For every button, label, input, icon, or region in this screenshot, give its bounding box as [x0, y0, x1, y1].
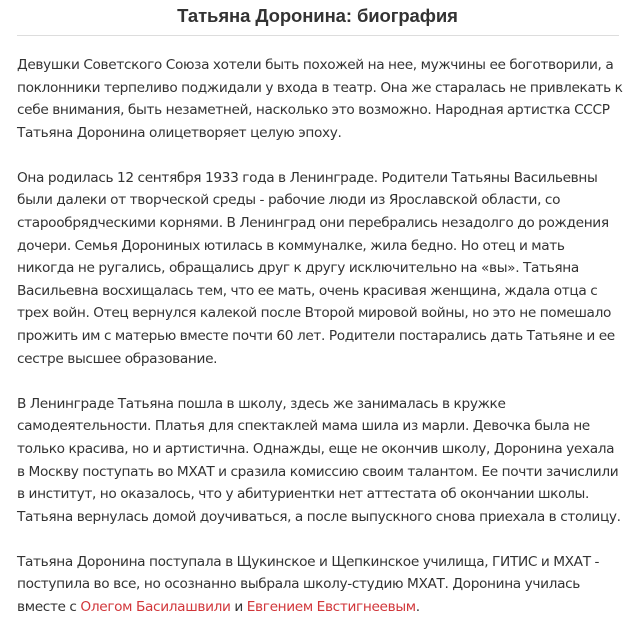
- title-divider: [17, 35, 619, 36]
- paragraph-intro: Девушки Советского Союза хотели быть похожей на нее, мужчины ее боготворили, а поклонники терпеливо поджидали у входа в театр. Она же старалась не привлекать к себе внимания, быть незаметней, насколько это возможно. Народная артистка СССР Татьяна Доронина олицетворяет целую эпоху.: [17, 57, 623, 141]
- paragraph-text-after: .: [415, 598, 420, 615]
- paragraph-text-before: Татьяна Доронина поступала в Щукинское и Щепкинское училища, ГИТИС и МХАТ - поступила во все, но осознанно выбрала школу-студию МХАТ. Доронина училась вместе с: [17, 553, 600, 615]
- paragraph-text-between: и: [230, 598, 247, 615]
- link-evgeny-evstigneev[interactable]: Евгением Евстигнеевым: [246, 598, 416, 615]
- link-oleg-basilashvili[interactable]: Олегом Басилашвили: [80, 598, 231, 615]
- article-body: [17, 54, 623, 641]
- article-title: Татьяна Доронина: биография: [177, 5, 458, 26]
- paragraph-education: [17, 551, 623, 619]
- paragraph-school: В Ленинграде Татьяна пошла в школу, здесь же занималась в кружке самодеятельности. Платья для спектаклей мама шила из марли. Девочка была не только красива, но и артистична. Однажды, еще не окончив школу, Доронина уехала в Москву поступать во МХАТ и сразила комиссию своим талантом. Ее почти зачислили в институт, но оказалось, что у абитуриентки нет аттестата об окончании школы. Татьяна вернулась домой доучиваться, а после выпускного снова приехала в столицу.: [17, 395, 621, 525]
- paragraph-childhood: Она родилась 12 сентября 1933 года в Ленинграде. Родители Татьяны Васильевны были далеки от творческой среды - рабочие люди из Ярославской области, со старообрядческими корнями. В Ленинград они перебрались незадолго до рождения дочери. Семья Дорониных ютилась в коммуналке, жила бедно. Но отец и мать никогда не ругались, обращались друг к другу исключительно на «вы». Татьяна Васильевна восхищалась тем, что ее мать, очень красивая женщина, ждала отца с трех войн. Отец вернулся калекой после Второй мировой войны, но это не помешало прожить им с матерью вместе почти 60 лет. Родители постарались дать Татьяне и ее сестре высшее образование.: [17, 169, 615, 367]
